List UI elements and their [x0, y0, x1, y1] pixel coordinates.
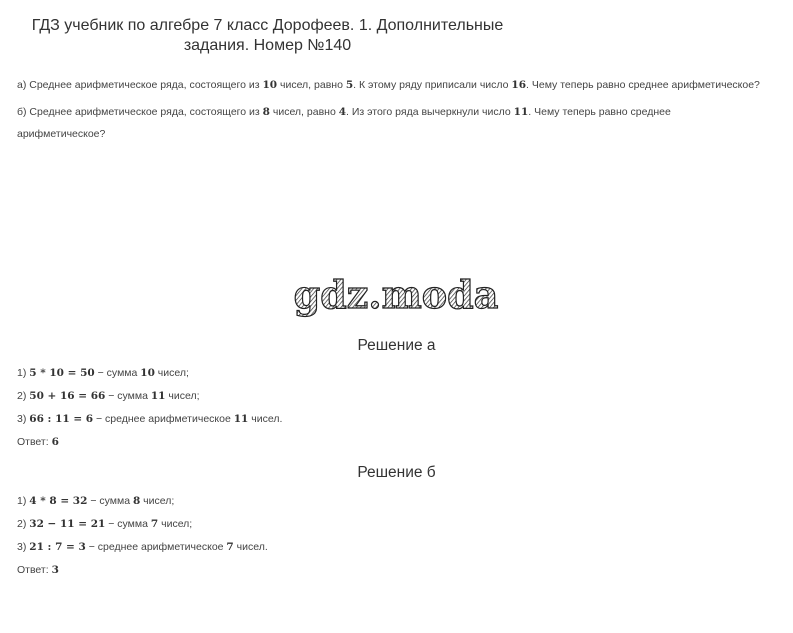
task-a-text [17, 78, 787, 92]
step-expression: 32 − 11 = 21 [29, 518, 106, 530]
task-b-number: 11 [513, 106, 529, 118]
task-b-text [17, 101, 717, 145]
answer-value: 3 [51, 564, 59, 576]
task-a-part: . Чему теперь равно среднее арифметическое? [526, 79, 760, 91]
step-label: 3) [17, 413, 30, 425]
task-a-number: 5 [345, 79, 354, 91]
task-b-part: б) Среднее арифметическое ряда, состоящего из [17, 106, 263, 118]
solution-a-line [17, 413, 282, 425]
step-expression: 5 * 10 = 50 [29, 367, 95, 379]
step-number: 7 [150, 518, 159, 530]
step-tail: чисел; [140, 495, 175, 507]
solution-b-line [17, 541, 268, 553]
solution-b-line [17, 495, 174, 507]
step-tail: чисел; [154, 367, 189, 379]
answer-label: Ответ: [17, 564, 52, 576]
solution-b-line [17, 518, 192, 530]
solution-a-line [17, 390, 200, 402]
step-expression: 66 : 11 = 6 [29, 413, 94, 425]
step-number: 11 [150, 390, 166, 402]
task-a-number: 10 [262, 79, 278, 91]
step-text: − среднее арифметическое [85, 541, 227, 553]
task-a-part: а) Среднее арифметическое ряда, состоящего из [17, 79, 263, 91]
step-number: 7 [226, 541, 234, 553]
step-tail: чисел; [165, 390, 200, 402]
logo-text: gdz.moda [293, 272, 499, 317]
site-logo [284, 272, 509, 320]
step-label: 1) [17, 367, 30, 379]
task-b-number: 4 [338, 106, 347, 118]
step-label: 3) [17, 541, 30, 553]
step-text: − сумма [87, 495, 133, 507]
step-number: 11 [233, 413, 249, 425]
task-a-part: . К этому ряду приписали число [353, 79, 512, 91]
page-title [0, 16, 535, 56]
step-label: 2) [17, 518, 30, 530]
step-text: − сумма [105, 390, 151, 402]
step-number: 8 [132, 495, 141, 507]
task-b-part: . Чему теперь равно среднее арифметическое? [17, 106, 671, 140]
page-title-line1: ГДЗ учебник по алгебре 7 класс Дорофеев. 1. Дополнительные [31, 17, 504, 34]
step-expression: 21 : 7 = 3 [29, 541, 86, 553]
task-b-number: 8 [262, 106, 270, 118]
answer-value: 6 [51, 436, 59, 448]
step-tail: чисел. [248, 413, 283, 425]
step-label: 1) [17, 495, 30, 507]
step-tail: чисел. [233, 541, 268, 553]
step-expression: 4 * 8 = 32 [29, 495, 88, 507]
step-text: − сумма [105, 518, 151, 530]
step-label: 2) [17, 390, 30, 402]
task-b-part: чисел, равно [269, 106, 339, 118]
step-expression: 50 + 16 = 66 [29, 390, 106, 402]
step-number: 10 [140, 367, 155, 379]
task-a-number: 16 [511, 79, 527, 91]
solution-a-line [17, 367, 189, 379]
task-b-part: . Из этого ряда вычеркнули число [346, 106, 514, 118]
task-a-part: чисел, равно [277, 79, 346, 91]
answer-label: Ответ: [17, 436, 52, 448]
solution-b-answer [17, 564, 59, 576]
page-title-line2: задания. Номер №140 [183, 37, 352, 54]
solution-b-heading: Решение б [357, 464, 436, 481]
step-text: − сумма [94, 367, 141, 379]
solution-a-heading: Решение а [357, 337, 436, 354]
step-text: − среднее арифметическое [93, 413, 234, 425]
step-tail: чисел; [158, 518, 193, 530]
solution-a-answer [17, 436, 59, 448]
